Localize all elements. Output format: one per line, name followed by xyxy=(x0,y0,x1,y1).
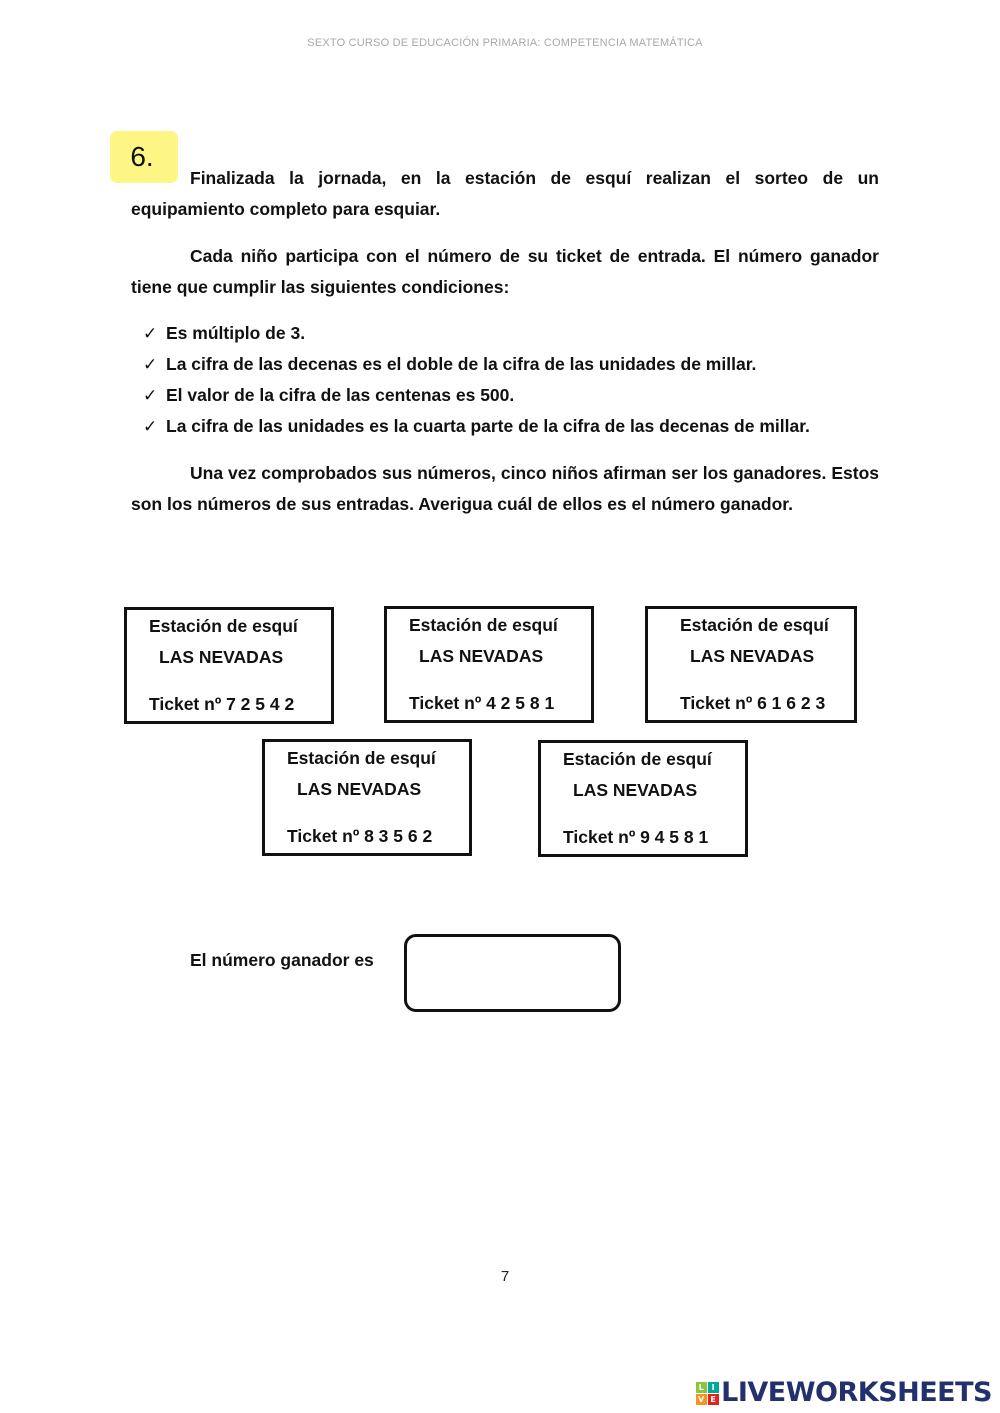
ticket-card xyxy=(124,607,334,724)
checkmark-icon: ✓ xyxy=(143,386,158,405)
logo-cell: L xyxy=(696,1382,707,1393)
liveworksheets-brand xyxy=(695,1379,992,1407)
ticket-station: Estación de esquí xyxy=(149,616,298,636)
question-intro: Finalizada la jornada, en la estación de esquí realizan el sorteo de un equipamiento completo para esquiar. xyxy=(131,168,879,219)
condition-text: La cifra de las decenas es el doble de la cifra de las unidades de millar. xyxy=(166,354,757,374)
condition-text: El valor de la cifra de las centenas es 500. xyxy=(166,385,515,405)
ticket-number: Ticket nº 6 1 6 2 3 xyxy=(680,693,826,713)
answer-label: El número ganador es xyxy=(190,950,374,970)
ticket-card xyxy=(384,606,594,723)
condition-item xyxy=(140,380,810,411)
condition-text: La cifra de las unidades es la cuarta parte de la cifra de las decenas de millar. xyxy=(166,416,810,436)
checkmark-icon: ✓ xyxy=(143,417,158,436)
ticket-card xyxy=(538,740,748,857)
ticket-resort: LAS NEVADAS xyxy=(690,646,815,666)
question-task: Una vez comprobados sus números, cinco niños afirman ser los ganadores. Estos son los números de sus entradas. Averigua cuál de ellos es el número ganador. xyxy=(131,463,879,514)
condition-item xyxy=(140,349,810,380)
ticket-station: Estación de esquí xyxy=(287,748,436,768)
question-setup: Cada niño participa con el número de su ticket de entrada. El número ganador tiene que cumplir las siguientes condiciones: xyxy=(131,246,879,297)
ticket-station: Estación de esquí xyxy=(680,615,829,635)
condition-text: Es múltiplo de 3. xyxy=(166,323,306,343)
question-number-badge: 6. xyxy=(110,131,178,183)
page-number: 7 xyxy=(500,1268,510,1285)
ticket-number: Ticket nº 9 4 5 8 1 xyxy=(563,827,709,847)
logo-cell: V xyxy=(696,1394,707,1405)
logo-cell: I xyxy=(708,1382,719,1393)
condition-item xyxy=(140,318,810,349)
ticket-resort: LAS NEVADAS xyxy=(419,646,544,666)
ticket-number: Ticket nº 4 2 5 8 1 xyxy=(409,693,555,713)
ticket-resort: LAS NEVADAS xyxy=(573,780,698,800)
ticket-resort: LAS NEVADAS xyxy=(297,779,422,799)
condition-item xyxy=(140,411,810,442)
ticket-card xyxy=(262,739,472,856)
conditions-list xyxy=(140,318,810,442)
answer-input[interactable] xyxy=(404,934,621,1012)
ticket-station: Estación de esquí xyxy=(409,615,558,635)
page-header: SEXTO CURSO DE EDUCACIÓN PRIMARIA: COMPETENCIA MATEMÁTICA xyxy=(307,37,703,49)
ticket-card xyxy=(645,606,857,723)
liveworksheets-logo-icon xyxy=(695,1381,719,1405)
ticket-station: Estación de esquí xyxy=(563,749,712,769)
checkmark-icon: ✓ xyxy=(143,355,158,374)
ticket-number: Ticket nº 8 3 5 6 2 xyxy=(287,826,433,846)
checkmark-icon: ✓ xyxy=(143,324,158,343)
ticket-resort: LAS NEVADAS xyxy=(159,647,284,667)
logo-cell: E xyxy=(708,1394,719,1405)
brand-name: LIVEWORKSHEETS xyxy=(721,1377,992,1408)
ticket-number: Ticket nº 7 2 5 4 2 xyxy=(149,694,295,714)
